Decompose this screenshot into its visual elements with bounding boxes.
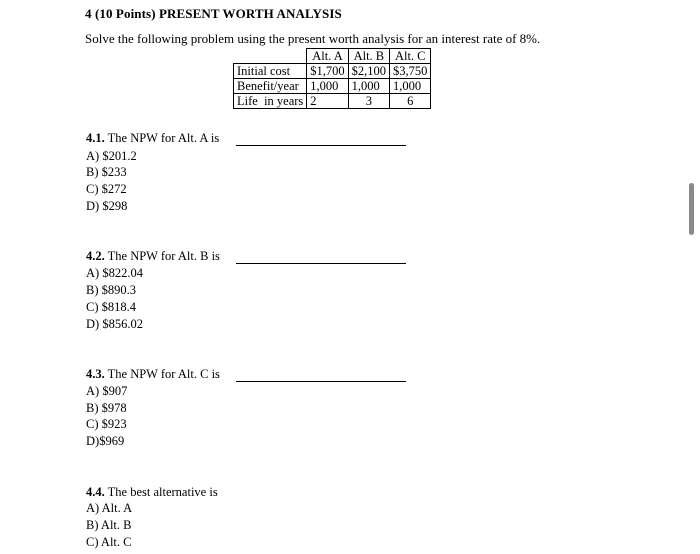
table-row: [234, 64, 431, 79]
answer-blank: [236, 381, 406, 382]
vertical-scrollbar[interactable]: [689, 183, 694, 235]
question-4-4: [86, 485, 218, 500]
table-row: [234, 94, 431, 109]
table-cell: 6: [390, 94, 431, 109]
option-c: C) $272: [86, 182, 127, 196]
option-a: A) $907: [86, 384, 128, 398]
instruction-text: Solve the following problem using the present worth analysis for an interest rate of 8%.: [85, 31, 541, 46]
question-number: 4.4.: [86, 485, 105, 499]
section-title: 4 (10 Points) PRESENT WORTH ANALYSIS: [85, 6, 342, 21]
question-text: The NPW for Alt. B is: [104, 249, 220, 263]
question-number: 4.3.: [86, 367, 105, 381]
table-cell: 1,000: [307, 79, 348, 94]
question-4-2: [86, 249, 220, 264]
option-b: B) $978: [86, 401, 127, 415]
option-a: A) $822.04: [86, 266, 143, 280]
option-d: D)$969: [86, 434, 125, 448]
option-b: B) $233: [86, 165, 127, 179]
table-cell: $1,700: [307, 64, 348, 79]
table-cell: 2: [307, 94, 348, 109]
table-row: [234, 79, 431, 94]
table-cell: 3: [348, 94, 389, 109]
option-b: B) Alt. B: [86, 518, 132, 532]
question-text: The best alternative is: [104, 485, 218, 499]
option-d: D) $856.02: [86, 317, 143, 331]
option-d: D) $298: [86, 199, 128, 213]
option-c: C) Alt. C: [86, 535, 132, 549]
question-number: 4.2.: [86, 249, 105, 263]
table-cell: 1,000: [348, 79, 389, 94]
table-row-label: Life in years: [234, 94, 307, 109]
answer-blank: [236, 263, 406, 264]
question-4-3: [86, 367, 220, 382]
question-text: The NPW for Alt. C is: [104, 367, 220, 381]
table-header-cell: Alt. A: [307, 49, 348, 64]
table-corner-cell: [234, 49, 307, 64]
table-cell: $2,100: [348, 64, 389, 79]
question-text: The NPW for Alt. A is: [104, 131, 220, 145]
option-b: B) $890.3: [86, 283, 136, 297]
question-number: 4.1.: [86, 131, 105, 145]
answer-blank: [236, 145, 406, 146]
table-header-cell: Alt. C: [390, 49, 431, 64]
option-a: A) Alt. A: [86, 501, 133, 515]
option-a: A) $201.2: [86, 149, 137, 163]
question-4-1: [86, 131, 219, 146]
option-c: C) $818.4: [86, 300, 136, 314]
table-header-cell: Alt. B: [348, 49, 389, 64]
table-row-label: Benefit/year: [234, 79, 307, 94]
alternatives-table: [233, 48, 431, 109]
table-cell: $3,750: [390, 64, 431, 79]
table-cell: 1,000: [390, 79, 431, 94]
table-header-row: [234, 49, 431, 64]
table-row-label: Initial cost: [234, 64, 307, 79]
option-c: C) $923: [86, 417, 127, 431]
